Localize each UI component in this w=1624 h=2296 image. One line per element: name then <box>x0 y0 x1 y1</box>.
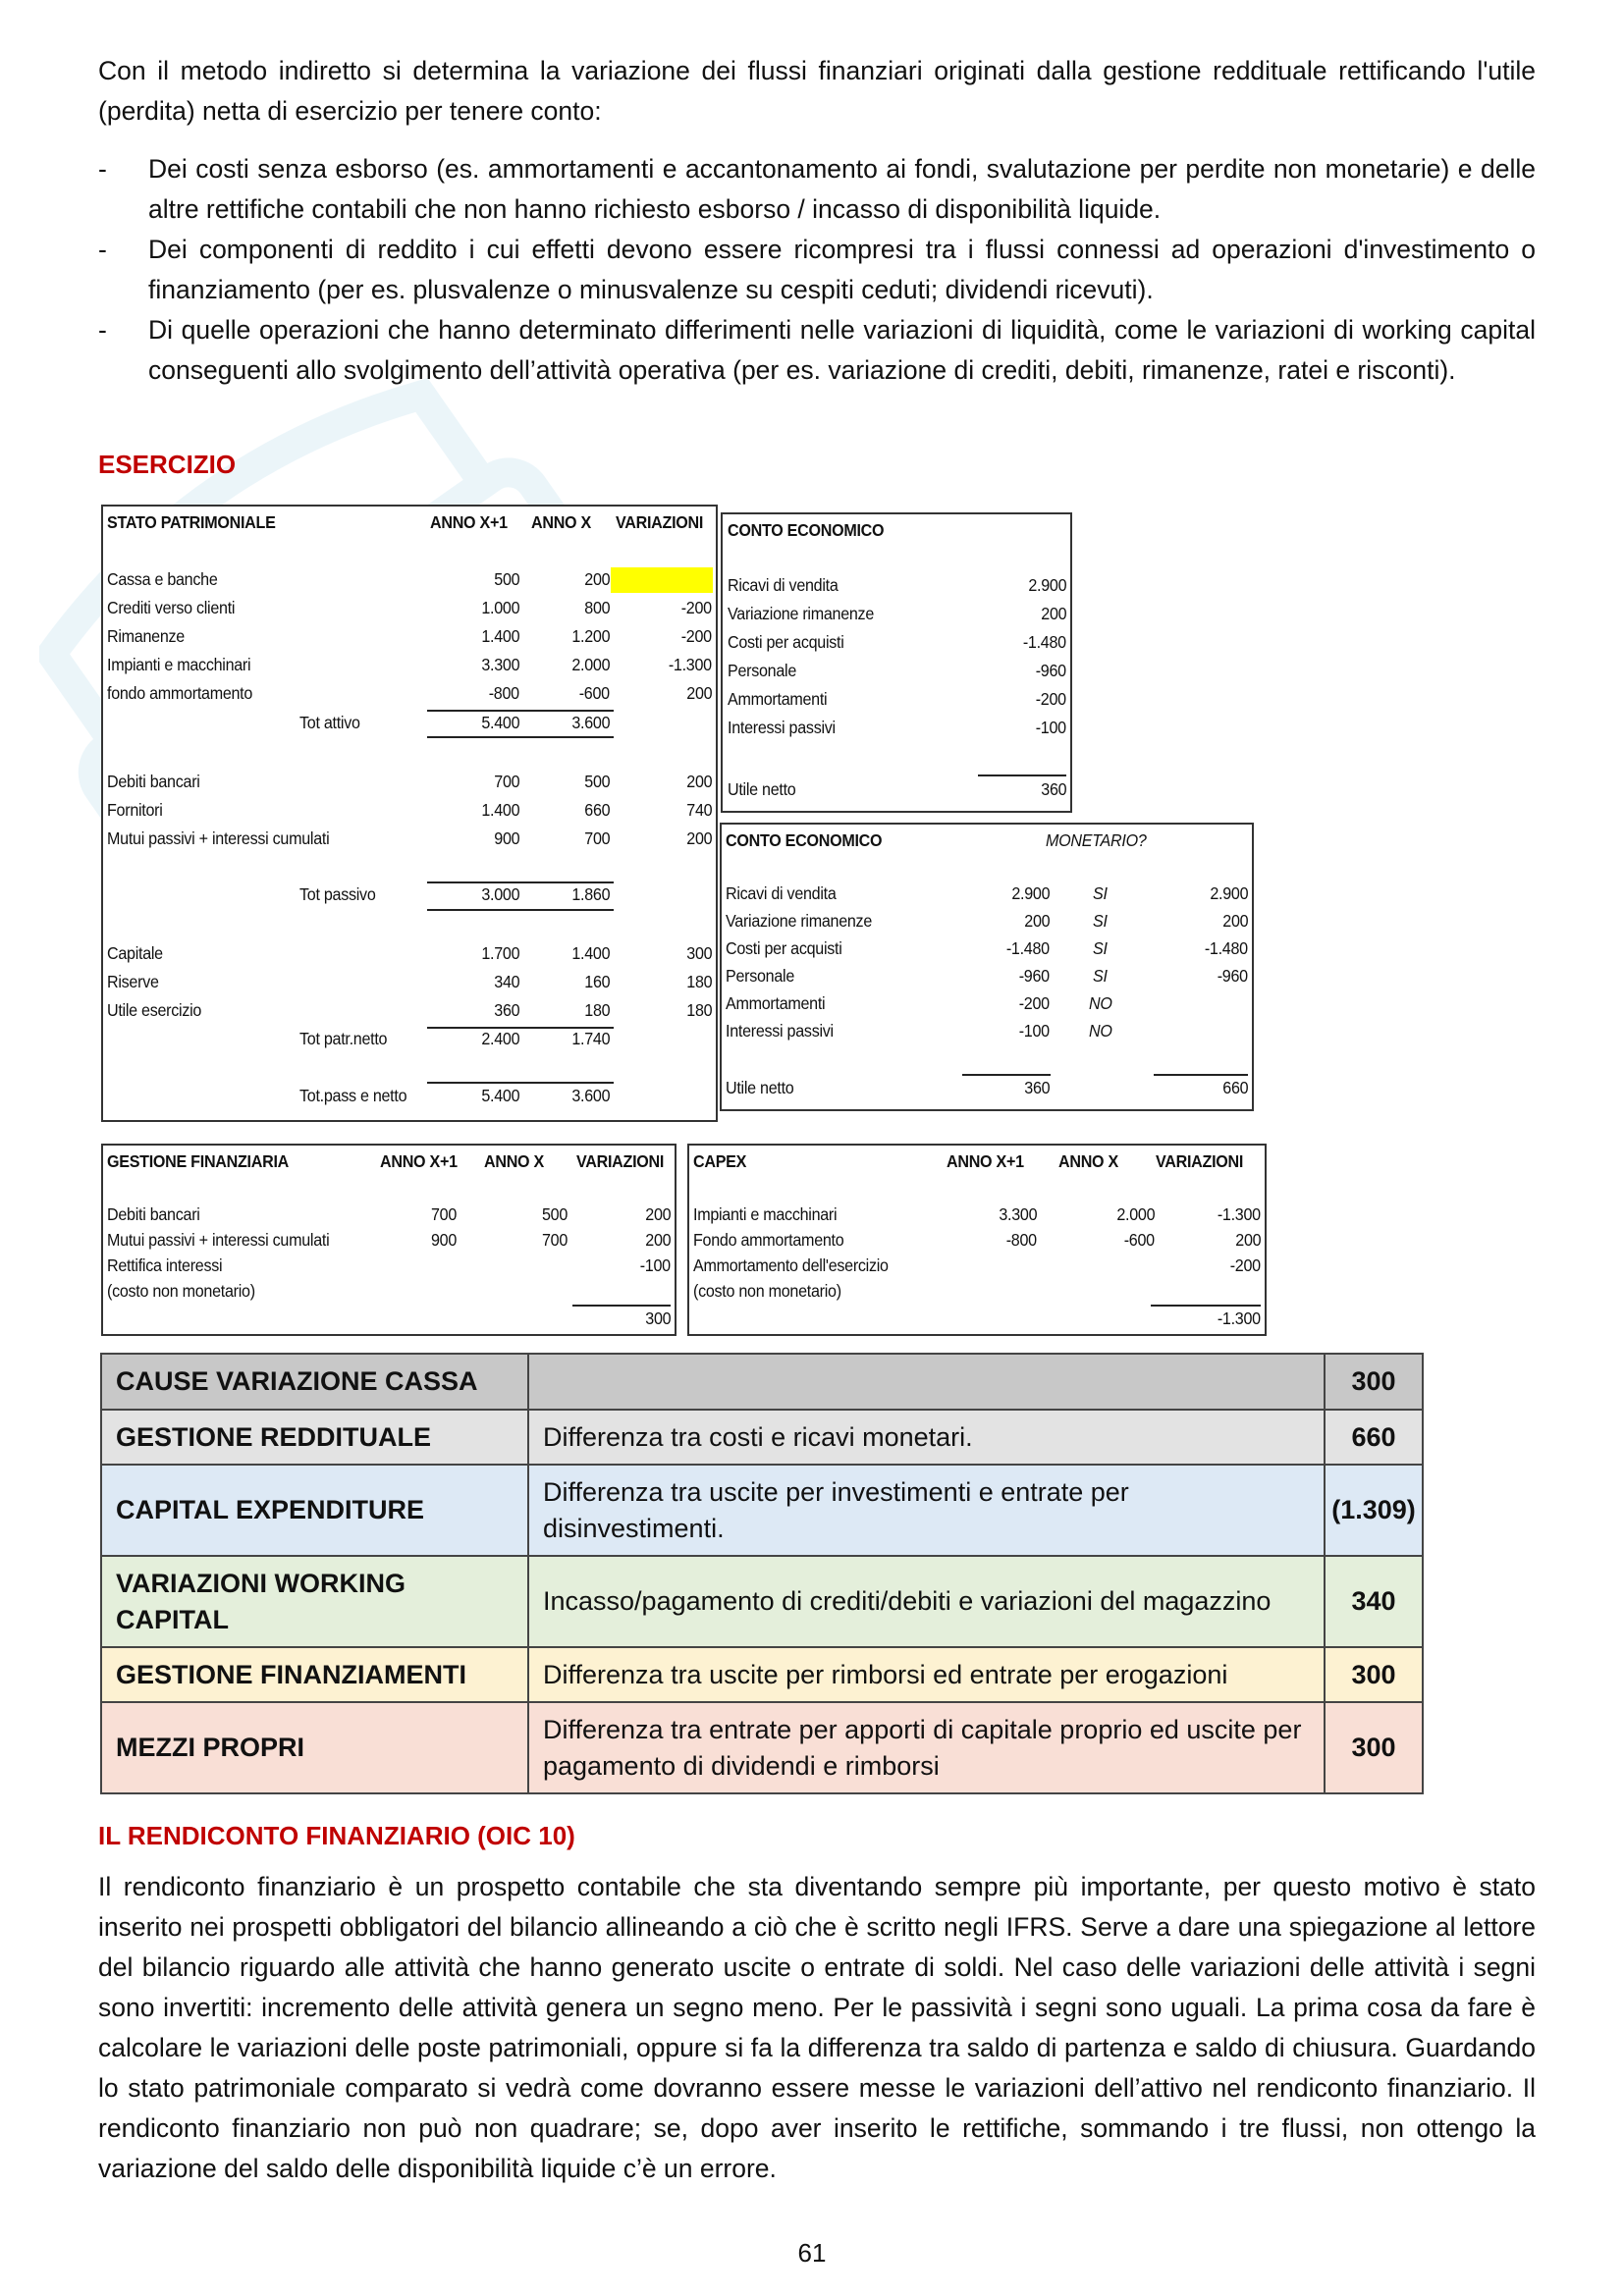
summary-value: 300 <box>1325 1702 1423 1793</box>
ce2-row-label: Personale <box>726 966 795 986</box>
sp-cell: 1.700 <box>481 943 519 963</box>
ce2-monetary-flag: SI <box>1093 966 1108 986</box>
summary-value: 300 <box>1325 1354 1423 1410</box>
sp-total-label: Tot patr.netto <box>299 1029 388 1048</box>
sp-cell: 200 <box>685 772 712 791</box>
summary-row <box>101 1354 1423 1410</box>
summary-label: CAPITAL EXPENDITURE <box>101 1465 528 1556</box>
sp-cell: 800 <box>583 598 610 617</box>
ce2-monetary-flag: NO <box>1089 993 1112 1013</box>
gf-cell: 700 <box>431 1204 458 1224</box>
sp-cell: -1.300 <box>668 655 712 674</box>
sp-cell: 700 <box>493 772 519 791</box>
sp-cell: 5.400 <box>481 1086 519 1105</box>
ce2-monetary-flag: SI <box>1093 911 1108 931</box>
bullet-dash: - <box>98 235 107 264</box>
bullet-item <box>98 230 1536 310</box>
sp-row-label: Fornitori <box>107 800 163 820</box>
ce1-cell: 200 <box>1040 604 1066 623</box>
bullet-text: Dei componenti di reddito i cui effetti devono essere ricompresi tra i flussi connessi ad operazioni d'investimento o finanziamento (per es. plusvalenze o minusvalenze su cespiti ceduti; dividendi ricevuti). <box>148 235 1536 304</box>
gf-row-label: Rettifica interessi <box>107 1255 223 1275</box>
sp-row-label: Utile esercizio <box>107 1000 202 1020</box>
conto-economico-monetario-table <box>720 823 1254 1111</box>
ce1-row-label: Costi per acquisti <box>728 632 844 652</box>
summary-value: 660 <box>1325 1410 1423 1465</box>
sp-row-label: Riserve <box>107 972 159 991</box>
ce2-cell: -1.480 <box>1005 938 1050 958</box>
sp-cell: 200 <box>583 569 610 589</box>
page-number: 61 <box>797 2238 827 2268</box>
summary-value: (1.309) <box>1325 1465 1423 1556</box>
sp-cell: 3.000 <box>481 884 519 904</box>
gf-cell: 200 <box>644 1230 671 1250</box>
gf-row-label: Debiti bancari <box>107 1204 200 1224</box>
bullet-text: Di quelle operazioni che hanno determinato differimenti nelle variazioni di liquidità, come le variazioni di working capital conseguenti allo svolgimento dell’attività operativa (per es. variazione di crediti, debiti, rimanenze, ratei e risconti). <box>148 315 1536 385</box>
sp-row-label: Cassa e banche <box>107 569 218 589</box>
summary-description: Differenza tra uscite per investimenti e entrate per disinvestimenti. <box>528 1465 1325 1556</box>
gf-cell: -100 <box>639 1255 671 1275</box>
sp-highlight-cell[interactable] <box>611 567 713 593</box>
summary-row <box>101 1410 1423 1465</box>
ce2-monetary-flag: NO <box>1089 1021 1112 1041</box>
summary-label: GESTIONE FINANZIAMENTI <box>101 1647 528 1702</box>
sp-row-label: Capitale <box>107 943 163 963</box>
sp-cell: 500 <box>493 569 519 589</box>
capex-underline <box>1151 1305 1261 1307</box>
exercise-heading: ESERCIZIO <box>98 450 237 479</box>
conto-economico-table <box>721 512 1072 813</box>
capex-row-label: (costo non monetario) <box>693 1281 841 1301</box>
gestione-finanziaria-table <box>101 1144 677 1336</box>
ce1-cell: -1.480 <box>1022 632 1066 652</box>
sp-cell: 900 <box>493 828 519 848</box>
sp-cell: 5.400 <box>481 713 519 732</box>
sp-cell: -600 <box>578 683 610 703</box>
ce2-cell: -960 <box>1018 966 1050 986</box>
sp-cell: 1.400 <box>481 626 519 646</box>
ce1-row-label: Personale <box>728 661 797 680</box>
capex-cell: -800 <box>1005 1230 1037 1250</box>
ce2-utile-label: Utile netto <box>726 1078 794 1097</box>
sp-cell: 180 <box>685 972 712 991</box>
capex-cell: -600 <box>1123 1230 1155 1250</box>
gf-underline <box>572 1305 671 1307</box>
sp-cell: 300 <box>685 943 712 963</box>
ce2-row-label: Ricavi di vendita <box>726 883 837 903</box>
capex-row-label: Impianti e macchinari <box>693 1204 838 1224</box>
gf-cell: 500 <box>542 1204 568 1224</box>
sp-row-label: Crediti verso clienti <box>107 598 236 617</box>
ce2-monetary-flag: SI <box>1093 883 1108 903</box>
ce2-row-label: Variazione rimanenze <box>726 911 873 931</box>
capex-col-anno-x1: ANNO X+1 <box>947 1151 1024 1171</box>
bullet-dash: - <box>98 154 107 184</box>
sp-row-label: Mutui passivi + interessi cumulati <box>107 828 330 848</box>
gf-row-label: (costo non monetario) <box>107 1281 255 1301</box>
sp-title: STATO PATRIMONIALE <box>107 512 276 532</box>
ce2-cell: 200 <box>1023 911 1050 931</box>
ce1-row-label: Interessi passivi <box>728 718 836 737</box>
sp-cell: 2.000 <box>571 655 610 674</box>
capex-row-label: Fondo ammortamento <box>693 1230 844 1250</box>
gf-cell: 900 <box>431 1230 458 1250</box>
sp-cell: 1.200 <box>571 626 610 646</box>
gf-total: 300 <box>644 1308 671 1328</box>
sp-total-label: Tot attivo <box>299 713 360 732</box>
ce2-utile-monetario: 660 <box>1221 1078 1248 1097</box>
summary-description: Differenza tra entrate per apporti di capitale proprio ed uscite per pagamento di dividendi e rimborsi <box>528 1702 1325 1793</box>
gf-cell: 200 <box>644 1204 671 1224</box>
summary-description <box>528 1354 1325 1410</box>
ce2-cell: -1.480 <box>1204 938 1248 958</box>
sp-cell: 2.400 <box>481 1029 519 1048</box>
capex-total: -1.300 <box>1217 1308 1261 1328</box>
ce1-cell: -960 <box>1035 661 1066 680</box>
ce1-row-label: Variazione rimanenze <box>728 604 875 623</box>
summary-value: 340 <box>1325 1556 1423 1647</box>
ce2-cell: -100 <box>1018 1021 1050 1041</box>
capex-table <box>687 1144 1267 1336</box>
sp-row-label: Rimanenze <box>107 626 185 646</box>
sp-cell: -200 <box>680 626 712 646</box>
sp-cell: 700 <box>583 828 610 848</box>
cash-variation-summary-table <box>100 1353 1424 1794</box>
gf-row-label: Mutui passivi + interessi cumulati <box>107 1230 330 1250</box>
ce1-underline <box>978 774 1066 776</box>
gf-col-variazioni: VARIAZIONI <box>576 1151 665 1171</box>
summary-row <box>101 1647 1423 1702</box>
stato-patrimoniale-table <box>101 505 718 1122</box>
sp-cell: 1.400 <box>571 943 610 963</box>
ce2-row-label: Costi per acquisti <box>726 938 842 958</box>
ce2-cell: 2.900 <box>1011 883 1050 903</box>
sp-col-anno-x1: ANNO X+1 <box>430 512 508 532</box>
ce1-utile-label: Utile netto <box>728 779 796 799</box>
gf-title: GESTIONE FINANZIARIA <box>107 1151 290 1171</box>
sp-cell: 3.300 <box>481 655 519 674</box>
sp-total-label: Tot.pass e netto <box>299 1086 407 1105</box>
sp-cell: 200 <box>685 683 712 703</box>
ce2-cell: -200 <box>1018 993 1050 1013</box>
ce1-cell: -100 <box>1035 718 1066 737</box>
ce2-row-label: Ammortamenti <box>726 993 826 1013</box>
summary-label: MEZZI PROPRI <box>101 1702 528 1793</box>
ce2-title: CONTO ECONOMICO <box>726 830 883 850</box>
sp-underline <box>427 1082 614 1084</box>
bullet-dash: - <box>98 315 107 345</box>
summary-value: 300 <box>1325 1647 1423 1702</box>
sp-row-label: Debiti bancari <box>107 772 200 791</box>
sp-cell: 3.600 <box>571 713 610 732</box>
sp-cell: -200 <box>680 598 712 617</box>
sp-row-label: fondo ammortamento <box>107 683 253 703</box>
sp-cell: -800 <box>488 683 519 703</box>
sp-col-anno-x: ANNO X <box>531 512 591 532</box>
summary-row <box>101 1702 1423 1793</box>
capex-cell: 3.300 <box>999 1204 1037 1224</box>
capex-cell: -200 <box>1229 1255 1261 1275</box>
gf-col-anno-x: ANNO X <box>484 1151 544 1171</box>
rendiconto-paragraph: Il rendiconto finanziario è un prospetto contabile che sta diventando sempre più importante, per questo motivo è stato inserito nei prospetti obbligatori del bilancio allineando a ciò che è scritto negli IFRS. Serve a dare una spiegazione al lettore del bilancio riguardo alle attività che hanno generato uscite o entrate di soldi. Nel caso delle variazioni delle attività i segni sono invertiti: incremento delle attività genera un segno meno. Per le passività i segni sono uguali. La prima cosa da fare è calcolare le variazioni delle poste patrimoniali, oppure si fa la differenza tra saldo di partenza e saldo di chiusura. Guardando lo stato patrimoniale comparato si vedrà come dovranno essere messe le variazioni dell’attivo nel rendiconto finanziario. Il rendiconto finanziario non può non quadrare; se, dopo aver inserito le rettifiche, sommando i tre flussi, non ottengo la variazione del saldo delle disponibilità liquide c’è un errore. <box>98 1872 1536 2183</box>
ce2-monetary-flag: SI <box>1093 938 1108 958</box>
bullet-item <box>98 149 1536 230</box>
capex-title: CAPEX <box>693 1151 747 1171</box>
sp-underline <box>427 909 614 911</box>
ce2-utile-value: 360 <box>1023 1078 1050 1097</box>
sp-row-label: Impianti e macchinari <box>107 655 251 674</box>
summary-row <box>101 1465 1423 1556</box>
summary-description: Differenza tra costi e ricavi monetari. <box>528 1410 1325 1465</box>
ce2-underline <box>962 1074 1051 1076</box>
summary-label: GESTIONE REDDITUALE <box>101 1410 528 1465</box>
sp-cell: 180 <box>583 1000 610 1020</box>
capex-col-variazioni: VARIAZIONI <box>1156 1151 1244 1171</box>
sp-cell: 500 <box>583 772 610 791</box>
sp-cell: 340 <box>493 972 519 991</box>
capex-row-label: Ammortamento dell'esercizio <box>693 1255 889 1275</box>
ce1-utile-value: 360 <box>1040 779 1066 799</box>
ce2-monetario-header: MONETARIO? <box>1046 830 1147 850</box>
sp-cell: 1.860 <box>571 884 610 904</box>
sp-underline <box>427 736 614 738</box>
sp-underline <box>427 881 614 883</box>
bullet-text: Dei costi senza esborso (es. ammortamenti e accantonamento ai fondi, svalutazione per perdite non monetarie) e delle altre rettifiche contabili che non hanno richiesto esborso / incasso di disponibilità liquide. <box>148 154 1536 224</box>
bullet-item <box>98 310 1536 391</box>
capex-cell: 200 <box>1234 1230 1261 1250</box>
ce2-cell: -960 <box>1217 966 1248 986</box>
ce2-cell: 200 <box>1221 911 1248 931</box>
sp-cell: 1.000 <box>481 598 519 617</box>
ce1-row-label: Ricavi di vendita <box>728 575 839 595</box>
sp-cell: 360 <box>493 1000 519 1020</box>
sp-cell: 660 <box>583 800 610 820</box>
sp-cell: 740 <box>685 800 712 820</box>
ce1-cell: -200 <box>1035 689 1066 709</box>
intro-paragraph: Con il metodo indiretto si determina la variazione dei flussi finanziari originati dalla gestione reddituale rettificando l'utile (perdita) netta di esercizio per tenere conto: <box>98 56 1536 126</box>
gf-col-anno-x1: ANNO X+1 <box>380 1151 458 1171</box>
ce2-cell: 2.900 <box>1210 883 1248 903</box>
capex-cell: 2.000 <box>1116 1204 1155 1224</box>
summary-description: Differenza tra uscite per rimborsi ed entrate per erogazioni <box>528 1647 1325 1702</box>
sp-cell: 160 <box>583 972 610 991</box>
ce1-row-label: Ammortamenti <box>728 689 828 709</box>
sp-underline <box>427 710 614 712</box>
capex-cell: -1.300 <box>1217 1204 1261 1224</box>
ce2-underline <box>1154 1074 1248 1076</box>
sp-cell: 3.600 <box>571 1086 610 1105</box>
sp-cell: 200 <box>685 828 712 848</box>
ce1-cell: 2.900 <box>1028 575 1066 595</box>
summary-label: CAUSE VARIAZIONE CASSA <box>101 1354 528 1410</box>
summary-label: VARIAZIONI WORKING CAPITAL <box>101 1556 528 1647</box>
rendiconto-heading: IL RENDICONTO FINANZIARIO (OIC 10) <box>98 1821 575 1850</box>
sp-cell: 1.740 <box>571 1029 610 1048</box>
sp-cell: 1.400 <box>481 800 519 820</box>
summary-row <box>101 1556 1423 1647</box>
ce1-title: CONTO ECONOMICO <box>728 520 885 540</box>
sp-total-label: Tot passivo <box>299 884 376 904</box>
summary-description: Incasso/pagamento di crediti/debiti e variazioni del magazzino <box>528 1556 1325 1647</box>
gf-cell: 700 <box>542 1230 568 1250</box>
sp-col-variazioni: VARIAZIONI <box>616 512 704 532</box>
ce2-row-label: Interessi passivi <box>726 1021 834 1041</box>
sp-cell: 180 <box>685 1000 712 1020</box>
capex-col-anno-x: ANNO X <box>1058 1151 1118 1171</box>
